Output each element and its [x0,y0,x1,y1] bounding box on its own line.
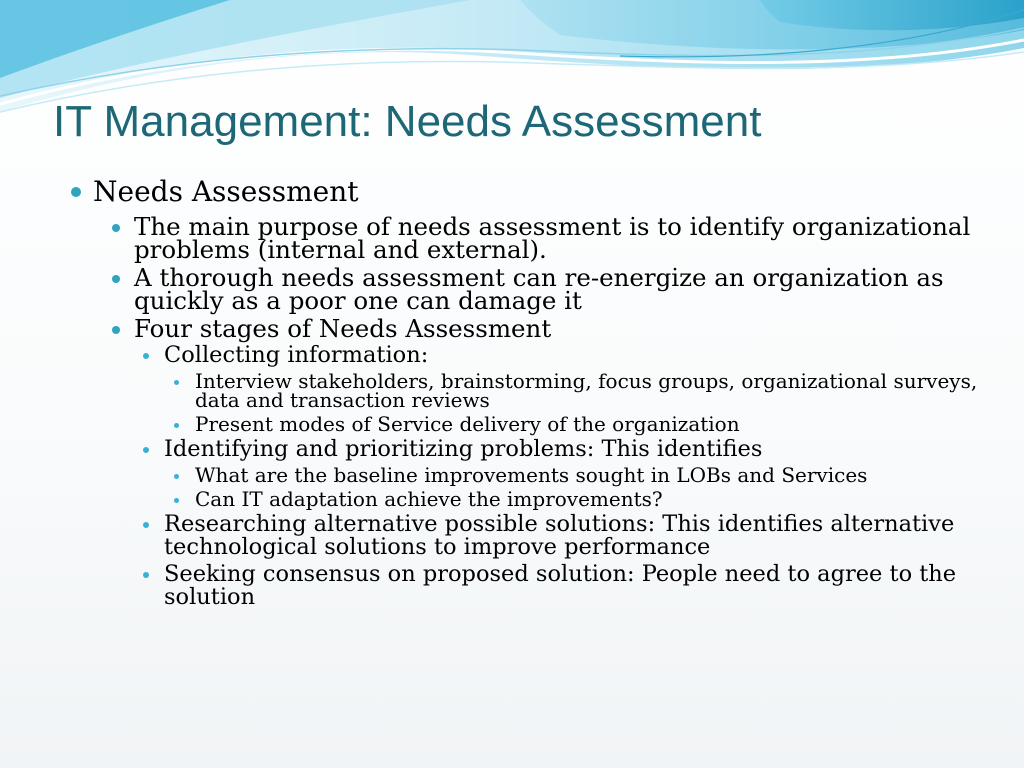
bullet-text: Researching alternative possible solutions: This identifies alternative technological solutions to improve performance [164,511,955,560]
slide-title: IT Management: Needs Assessment [53,97,762,146]
bullet-icon [143,572,149,578]
bullet-icon [143,447,149,453]
bullet-text: Four stages of Needs Assessment [134,314,552,343]
bullet-item [111,212,1000,264]
bullet-icon [71,187,81,197]
bullet-item [142,344,1000,367]
bullet-list [70,174,1000,609]
bullet-item [172,369,1000,412]
bullet-item [111,263,1000,315]
bullet-icon [174,498,179,503]
bullet-text: Interview stakeholders, brainstorming, focus groups, organizational surveys, data and transaction reviews [195,369,978,412]
bullet-text: The main purpose of needs assessment is to identify organizational problems (internal and external). [134,212,971,264]
bullet-item [172,487,1000,511]
bullet-text: A thorough needs assessment can re-energize an organization as quickly as a poor one can damage it [134,263,944,315]
bullet-icon [143,353,149,359]
bullet-item [142,563,1000,609]
bullet-text: Needs Assessment [93,175,359,208]
bullet-icon [174,380,179,385]
bullet-item [111,314,1000,343]
bullet-text: Present modes of Service delivery of the organization [195,412,740,436]
bullet-item [70,174,1000,210]
bullet-item [142,438,1000,461]
bullet-item [172,463,1000,487]
bullet-item [172,412,1000,436]
bullet-icon [112,326,120,334]
bullet-icon [174,474,179,479]
bullet-icon [174,423,179,428]
bullet-text: Identifying and prioritizing problems: This identifies [164,436,763,462]
bullet-text: Seeking consensus on proposed solution: People need to agree to the solution [164,561,957,610]
bullet-text: Collecting information: [164,342,429,368]
bullet-item [142,513,1000,559]
bullet-icon [143,522,149,528]
bullet-icon [112,224,120,232]
bullet-icon [112,275,120,283]
bullet-text: Can IT adaptation achieve the improvements? [195,487,663,511]
bullet-text: What are the baseline improvements sought in LOBs and Services [195,463,868,487]
